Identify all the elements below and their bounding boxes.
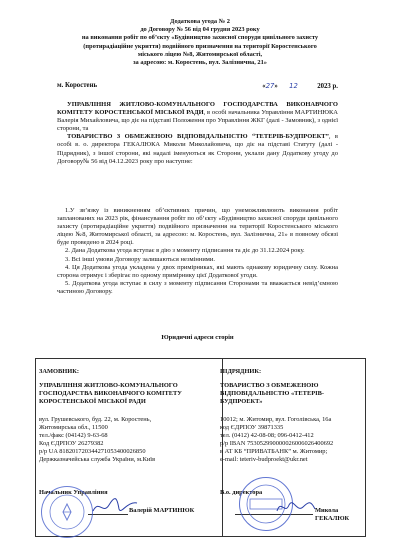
contractor-edrpou: код ЄДРПОУ 39871335 [220, 424, 284, 431]
customer-heading: ЗАМОВНИК: [39, 368, 79, 375]
doc-title: Додаткова угода № 2 [170, 18, 230, 25]
customer-signer-name: Валерій МАРТИНЮК [129, 507, 195, 514]
contractor-signer-name: Микола ГЕКАЛЮК [315, 507, 350, 522]
contractor-email: e-mail: teteriv-budproekt@ukr.net [220, 456, 308, 463]
customer-stamp [41, 486, 93, 538]
customer-preamble-text: , в особі начальника Управління МАРТИНЮКА Валерія Михайловича, що діє на підставі Положення про Управління ЖКГ (далі - Замовник), з однієї сторони, та [57, 109, 338, 133]
clauses-list [57, 207, 338, 296]
requisites-title: Юридичні адреси сторін [161, 334, 234, 341]
customer-stamp-graphic [42, 487, 92, 537]
doc-object-line-4: за адресою: м. Коростень, вул. Залізнична, 21» [132, 59, 267, 67]
doc-object-line-1: на виконання робіт по об’єкту «Будівництво захисної споруди цивільного захисту [81, 34, 319, 42]
doc-object-line-2: (протирадіаційне укриття) подвійного призначення на території Коростенського [83, 42, 317, 50]
customer-column [36, 359, 223, 536]
customer-signature [91, 495, 139, 517]
date-day: 27 [265, 82, 275, 90]
customer-name-inline: УПРАВЛІННЯ ЖИТЛОВО-КОМУНАЛЬНОГО ГОСПОДАРСТВА ВИКОНАВЧОГО КОМІТЕТУ КОРОСТЕНСЬКОЇ МІСЬКОЇ РАДИ [57, 101, 338, 117]
doc-subtitle: до Договору № 56 від 04 грудня 2023 року [140, 26, 260, 34]
contractor-preamble-text: , в особі в. о. директора ГЕКАЛЮКА Миколи Миколайовича, що діє на підставі Статуту (далі - Підрядник), з іншої сторони, які надалі іменуються як Сторони, уклали дану Додаткову угоду до Договору№ 56 від 04.12.2023 року про наступне: [57, 133, 338, 165]
contractor-bank: в АТ КБ “ПРИВАТБАНК” м. Житомир; [220, 448, 328, 455]
signing-date: «27» 12 2023 р. [262, 82, 338, 90]
doc-object-line-3: міського ліцею №8, Житомирської області, [137, 50, 263, 58]
contractor-heading: ПІДРЯДНИК: [220, 368, 262, 375]
customer-edrpou: Код ЄДРПОУ 26279382 [39, 440, 104, 447]
customer-bank: Держказначейська служба України, м.Київ [39, 456, 156, 463]
contractor-signature [275, 497, 317, 517]
contractor-account: р/р IBAN 753052990000026006026400692 [220, 440, 334, 447]
customer-requisites [39, 416, 219, 464]
clause-2: 2. Дана Додаткова угода вступає в дію з моменту підписання та діє до 31.12.2024 року. [65, 247, 305, 255]
contractor-column [217, 359, 365, 536]
customer-signer-title: Начальник Управління [39, 489, 108, 496]
date-year: 2023 р. [317, 83, 338, 90]
customer-account: р/р UA 818201720344271053400026850 [39, 448, 146, 455]
clause-4: 4. Ця Додаткова угода укладена у двох примірниках, які мають однакову юридичну силу. Кожна сторона отримує і зберігає по одному примірнику цієї Додаткової угоди. [57, 263, 338, 279]
contractor-phone: тел. (0412) 42-08-08; 096-0412-412 [220, 432, 314, 439]
preamble [57, 101, 338, 166]
contractor-name-inline: ТОВАРИСТВО З ОБМЕЖЕНОЮ ВІДПОВІДАЛЬНІСТЮ “ТЕТЕРІВ-БУДПРОЕКТ” [67, 133, 329, 141]
clause-1: 1.У зв’язку із виникненням об’єктивних причин, що унеможливлюють виконання робіт запланованих на 2023 рік, фінансування робіт по об’єкту «Будівництво захисної споруди цивільного захисту (протирадіаційне укриття) подвійного призначення на території Коростенського міського ліцею №8, Житомирської області, за адресою: м. Коростень, вул. Залізнична, 21» в повному обсязі буде проведено в 2024 році. [57, 207, 338, 247]
contractor-requisites [220, 416, 362, 464]
contractor-signer-title: В.о. директора [220, 489, 263, 496]
contractor-address: 10012; м. Житомир, вул. Гоголівська, 16а [220, 416, 332, 423]
requisites-table [35, 358, 366, 537]
customer-phone: тел./факс (04142) 9-63-68 [39, 432, 108, 439]
customer-org-name: УПРАВЛІННЯ ЖИТЛОВО-КОМУНАЛЬНОГО ГОСПОДАРСТВА ВИКОНАВЧОГО КОМІТЕТУ КОРОСТЕНСЬКОЇ МІСЬКОЇ РАДИ [39, 382, 182, 405]
clause-5: 5. Додаткова угода вступає в силу з моменту підписання Сторонами та вважається невід’ємною частиною Договору. [57, 279, 338, 295]
clause-3: 3. Всі інші умови Договору залишаються незмінними. [65, 255, 216, 263]
date-month: 12 [289, 82, 298, 90]
contractor-org-name: ТОВАРИСТВО З ОБМЕЖЕНОЮ ВІДПОВІДАЛЬНІСТЮ «ТЕТЕРІВ-БУДПРОЕКТ» [220, 382, 324, 405]
city-label: м. Коростень [57, 82, 98, 89]
customer-address: вул. Грушевського, буд. 22, м. Коростень, [39, 416, 152, 423]
customer-region: Житомирська обл., 11500 [39, 424, 108, 431]
